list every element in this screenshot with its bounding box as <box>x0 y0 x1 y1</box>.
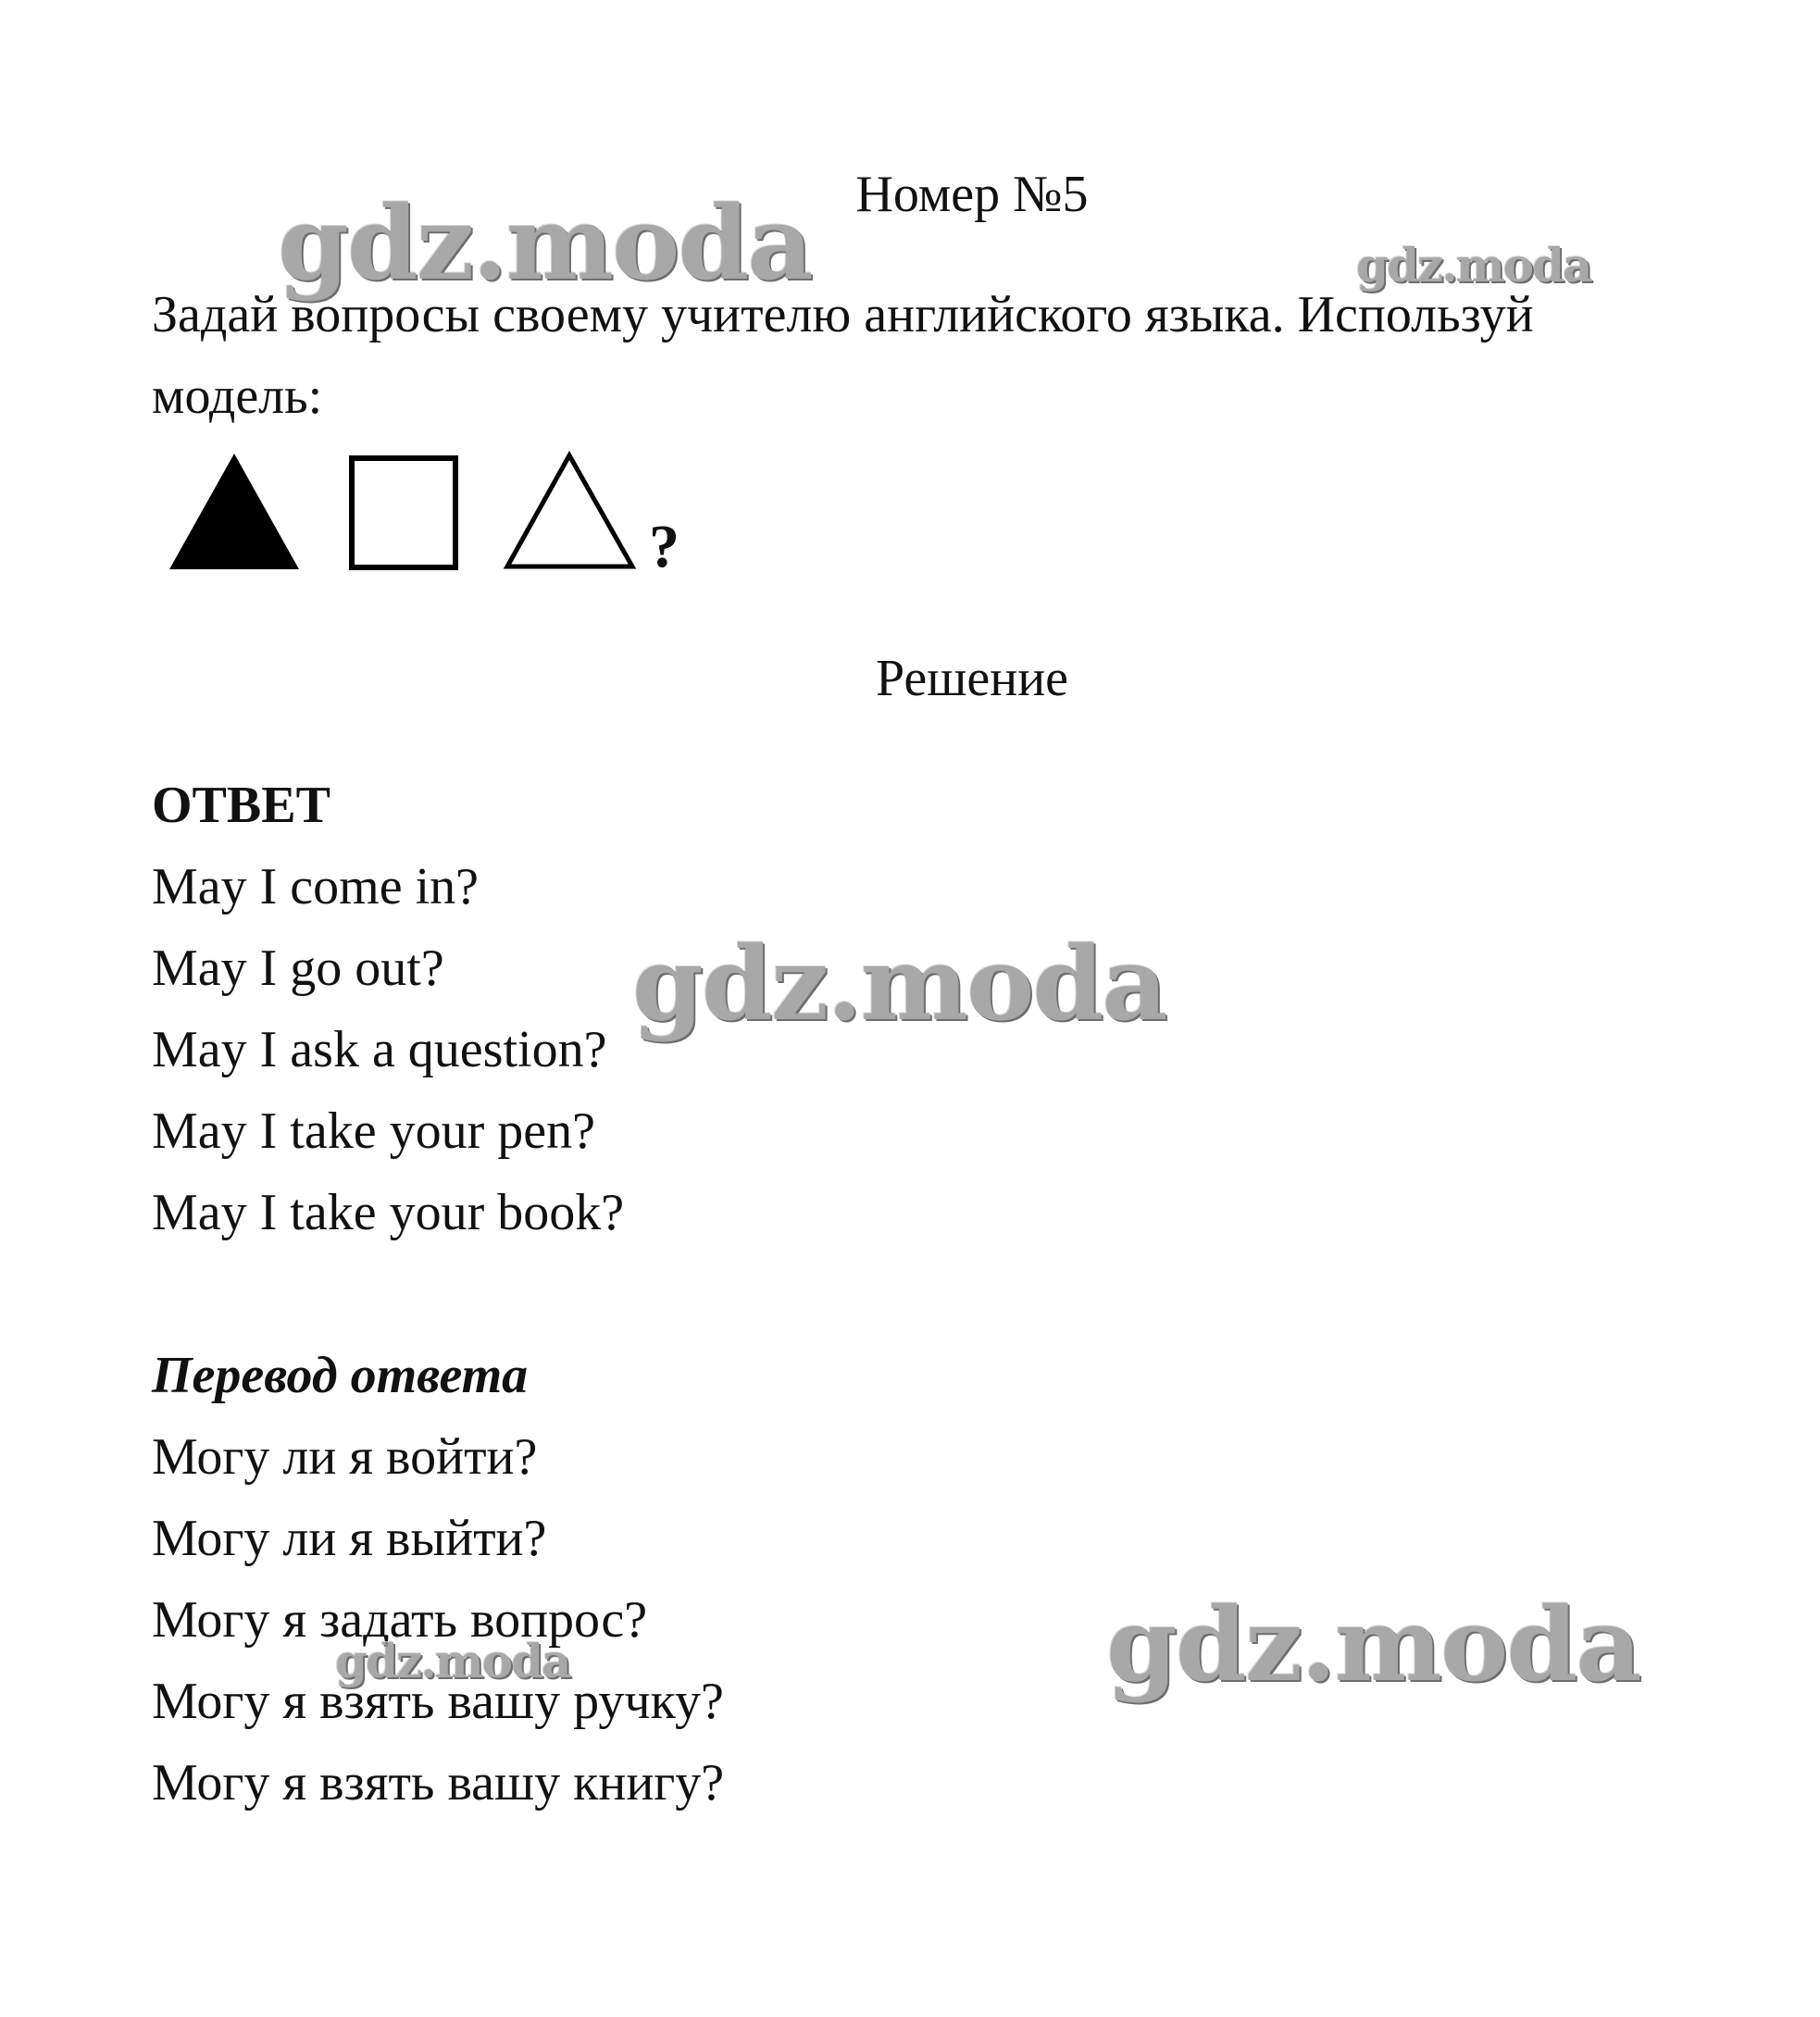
watermark-logo: gdz.moda <box>1106 1585 1640 1704</box>
square-icon <box>352 458 455 567</box>
model-question-mark: ? <box>649 513 679 580</box>
answer-line: May I ask a question? <box>152 1021 607 1078</box>
outline-triangle-icon <box>507 455 632 567</box>
translation-line: Могу я взять вашу ручку? <box>152 1673 724 1730</box>
translation-heading: Перевод ответа <box>152 1347 529 1404</box>
solution-heading: Решение <box>875 650 1069 707</box>
translation-line: Могу ли я войти? <box>152 1428 538 1486</box>
task-instruction-line-1: Задай вопросы своему учителю английского языка. Используй <box>152 286 1534 343</box>
translation-line: Могу я взять вашу книгу? <box>152 1754 725 1812</box>
answer-heading: ОТВЕТ <box>152 777 330 834</box>
answer-line: May I take your book? <box>152 1184 625 1241</box>
task-instruction-line-2: модель: <box>152 367 323 425</box>
watermark-logo: gdz.moda <box>632 924 1166 1043</box>
answer-line: May I go out? <box>152 940 444 997</box>
answer-line: May I come in? <box>152 858 479 915</box>
translation-line: Могу я задать вопрос? <box>152 1591 648 1649</box>
translation-line: Могу ли я выйти? <box>152 1510 547 1567</box>
task-number-title: Номер №5 <box>855 166 1089 223</box>
watermark-logo: gdz.moda <box>1356 238 1591 293</box>
watermark-logo: gdz.moda <box>335 1634 570 1688</box>
answer-line: May I take your pen? <box>152 1102 595 1160</box>
question-model-diagram <box>165 444 720 583</box>
filled-triangle-icon <box>169 454 299 569</box>
watermark-logo: gdz.moda <box>278 183 812 303</box>
